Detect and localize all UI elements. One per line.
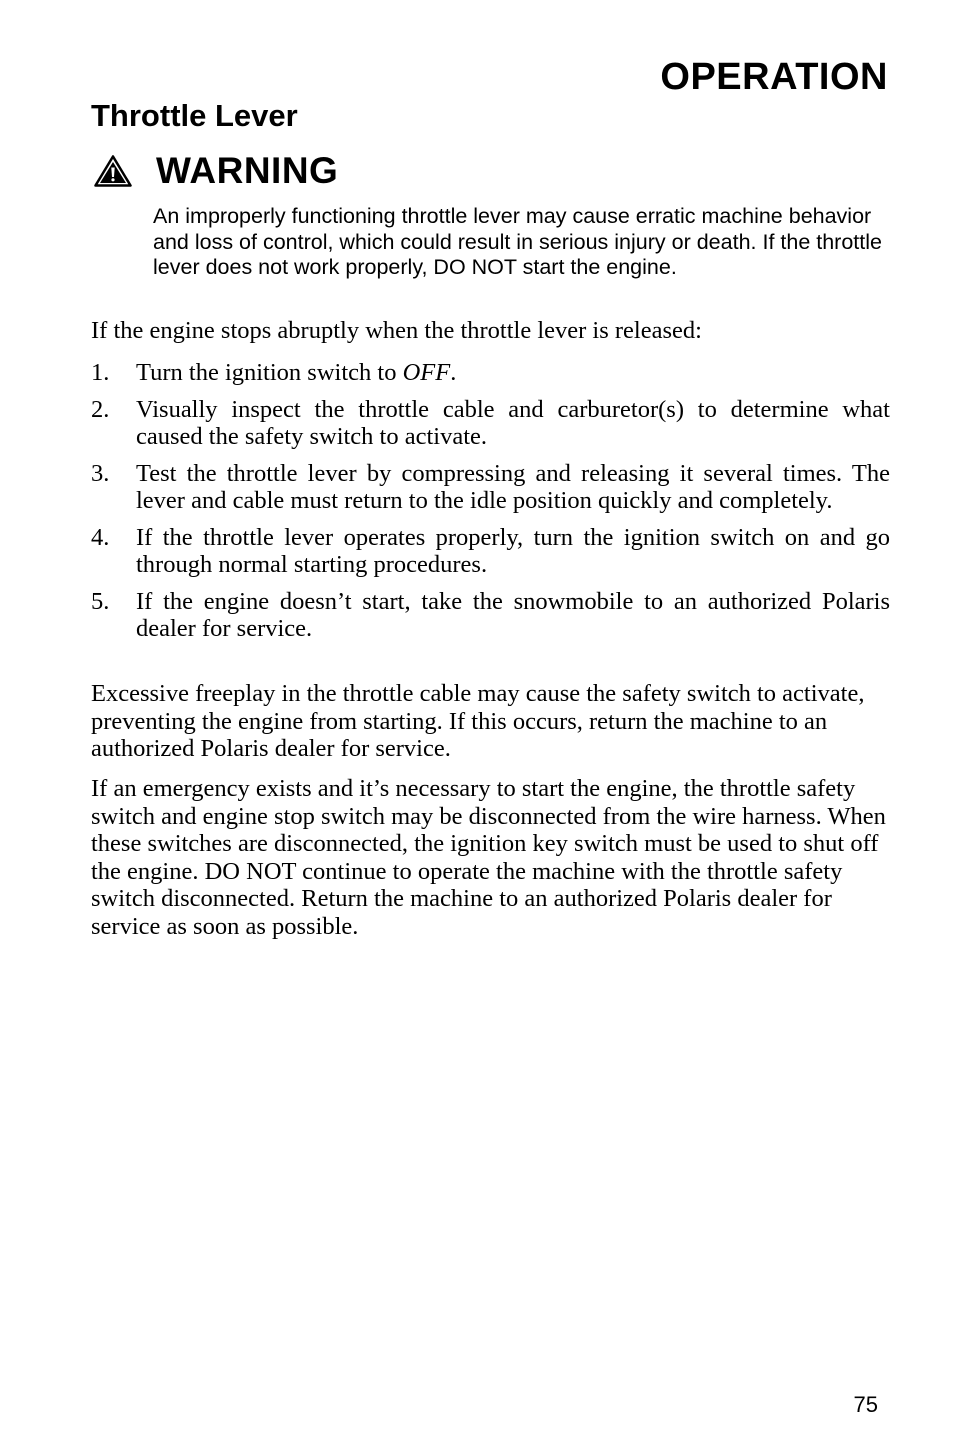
step-text-emphasis: OFF [402, 359, 451, 386]
section-header: OPERATION [660, 56, 888, 98]
page-title: Throttle Lever [91, 98, 298, 133]
step-text [136, 359, 890, 387]
step-number: 2. [91, 395, 110, 423]
step-text: If the engine doesn’t start, take the snowmobile to an authorized Polaris dealer for service. [136, 587, 890, 642]
step-text: Visually inspect the throttle cable and carburetor(s) to determine what caused the safety switch to activate. [136, 395, 890, 450]
step-number: 1. [91, 359, 110, 386]
intro-paragraph: If the engine stops abruptly when the throttle lever is released: [91, 317, 702, 344]
step-item [91, 588, 890, 643]
step-text: If the throttle lever operates properly, turn the ignition switch on and go through normal starting procedures. [136, 523, 890, 578]
step-item [91, 460, 890, 515]
step-item [91, 359, 890, 387]
emergency-paragraph: If an emergency exists and it’s necessary to start the engine, the throttle safety switch and engine stop switch may be disconnected from the wire harness. When these switches are disconnected, the ignition key switch must be used to shut off the engine. DO NOT continue to operate the machine with the throttle safety switch disconnected. Return the machine to an authorized Polaris dealer for service as soon as possible. [91, 775, 886, 940]
step-text-end: . [450, 359, 457, 386]
page-number: 75 [853, 1392, 878, 1417]
warning-heading [94, 150, 338, 192]
step-number: 4. [91, 523, 110, 551]
step-item [91, 396, 890, 451]
warning-triangle-icon [94, 155, 132, 187]
step-number: 3. [91, 459, 110, 487]
freeplay-paragraph: Excessive freeplay in the throttle cable may cause the safety switch to activate, preventing the engine from starting. If this occurs, return the machine to an authorized Polaris dealer for service. [91, 680, 865, 762]
step-text-start: Turn the ignition switch to [136, 359, 403, 386]
step-text: Test the throttle lever by compressing and releasing it several times. The lever and cable must return to the idle position quickly and completely. [136, 459, 890, 514]
warning-text: An improperly functioning throttle lever may cause erratic machine behavior and loss of control, which could result in serious injury or death. If the throttle lever does not work properly, DO NOT start the engine. [153, 204, 882, 279]
step-number: 5. [91, 587, 110, 615]
step-item [91, 524, 890, 579]
warning-label: WARNING [156, 150, 339, 191]
procedure-steps [91, 359, 890, 652]
